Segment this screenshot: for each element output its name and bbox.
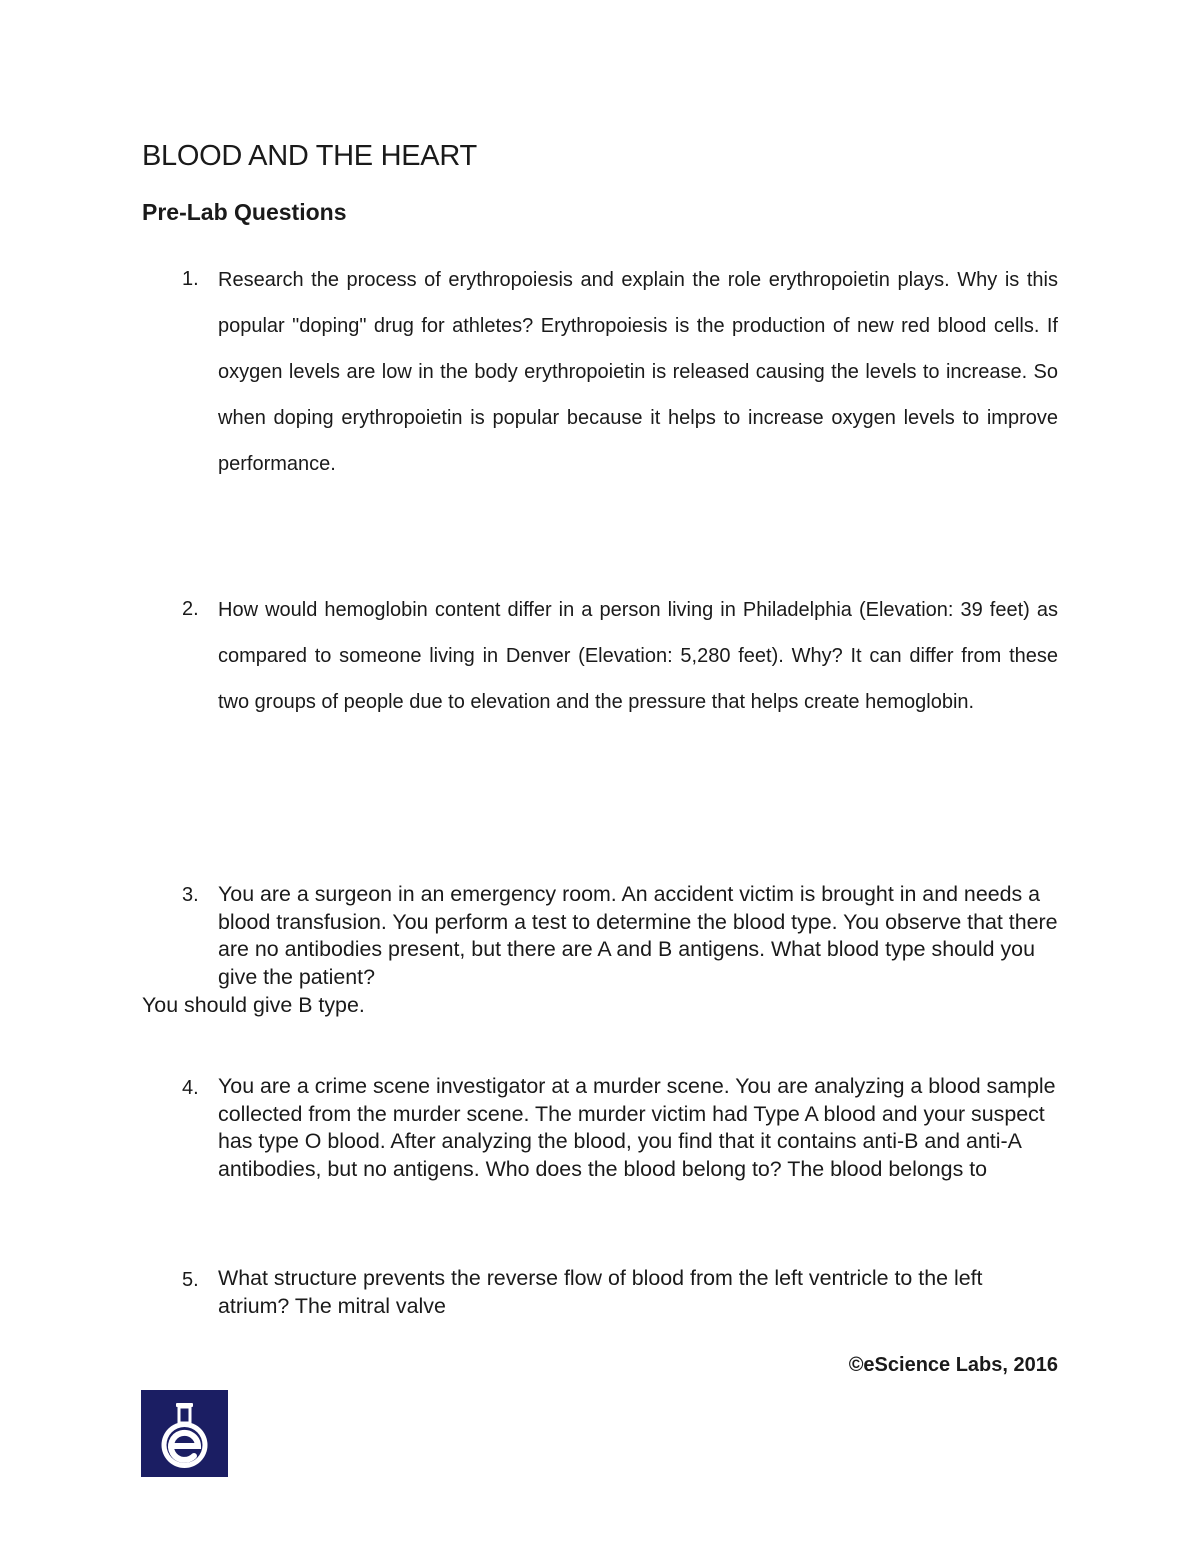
copyright-notice: ©eScience Labs, 2016 <box>848 1354 1058 1376</box>
page-title: BLOOD AND THE HEART <box>142 140 477 172</box>
section-heading: Pre-Lab Questions <box>142 199 347 225</box>
question-3-number: 3. <box>182 884 199 906</box>
question-3-text: You are a surgeon in an emergency room. An accident victim is brought in and needs a blood transfusion. You perform a test to determine the blood type. You observe that there are no antibodies present, but there are A and B antigens. What blood type should you give the patient? <box>218 882 1058 989</box>
question-5-text: What structure prevents the reverse flow of blood from the left ventricle to the left atrium? The mitral valve <box>218 1266 983 1318</box>
question-4-text: You are a crime scene investigator at a murder scene. You are analyzing a blood sample collected from the murder scene. The murder victim had Type A blood and your suspect has type O blood. After analyzing the blood, you find that it contains anti-B and anti-A antibodies, but no antigens. Who does the blood belong to? The blood belongs to <box>218 1074 1056 1181</box>
escience-logo <box>141 1390 228 1477</box>
question-3-answer: You should give B type. <box>142 993 365 1017</box>
question-2-number: 2. <box>182 598 199 620</box>
question-5-number: 5. <box>182 1269 199 1291</box>
flask-e-logo-icon <box>141 1390 228 1477</box>
question-4-number: 4. <box>182 1077 199 1099</box>
question-2-text: How would hemoglobin content differ in a person living in Philadelphia (Elevation: 39 feet) as compared to someone living in Denver (Elevation: 5,280 feet). Why? It can differ from these two groups of people due to elevation and the pressure that helps create hemoglobin. <box>218 599 1058 713</box>
question-1-text: Research the process of erythropoiesis and explain the role erythropoietin plays. Why is this popular "doping" drug for athletes? Erythropoiesis is the production of new red blood cells. If oxygen levels are low in the body erythropoietin is released causing the levels to increase. So when doping erythropoietin is popular because it helps to increase oxygen levels to improve performance. <box>218 269 1058 475</box>
question-1-number: 1. <box>182 268 199 290</box>
